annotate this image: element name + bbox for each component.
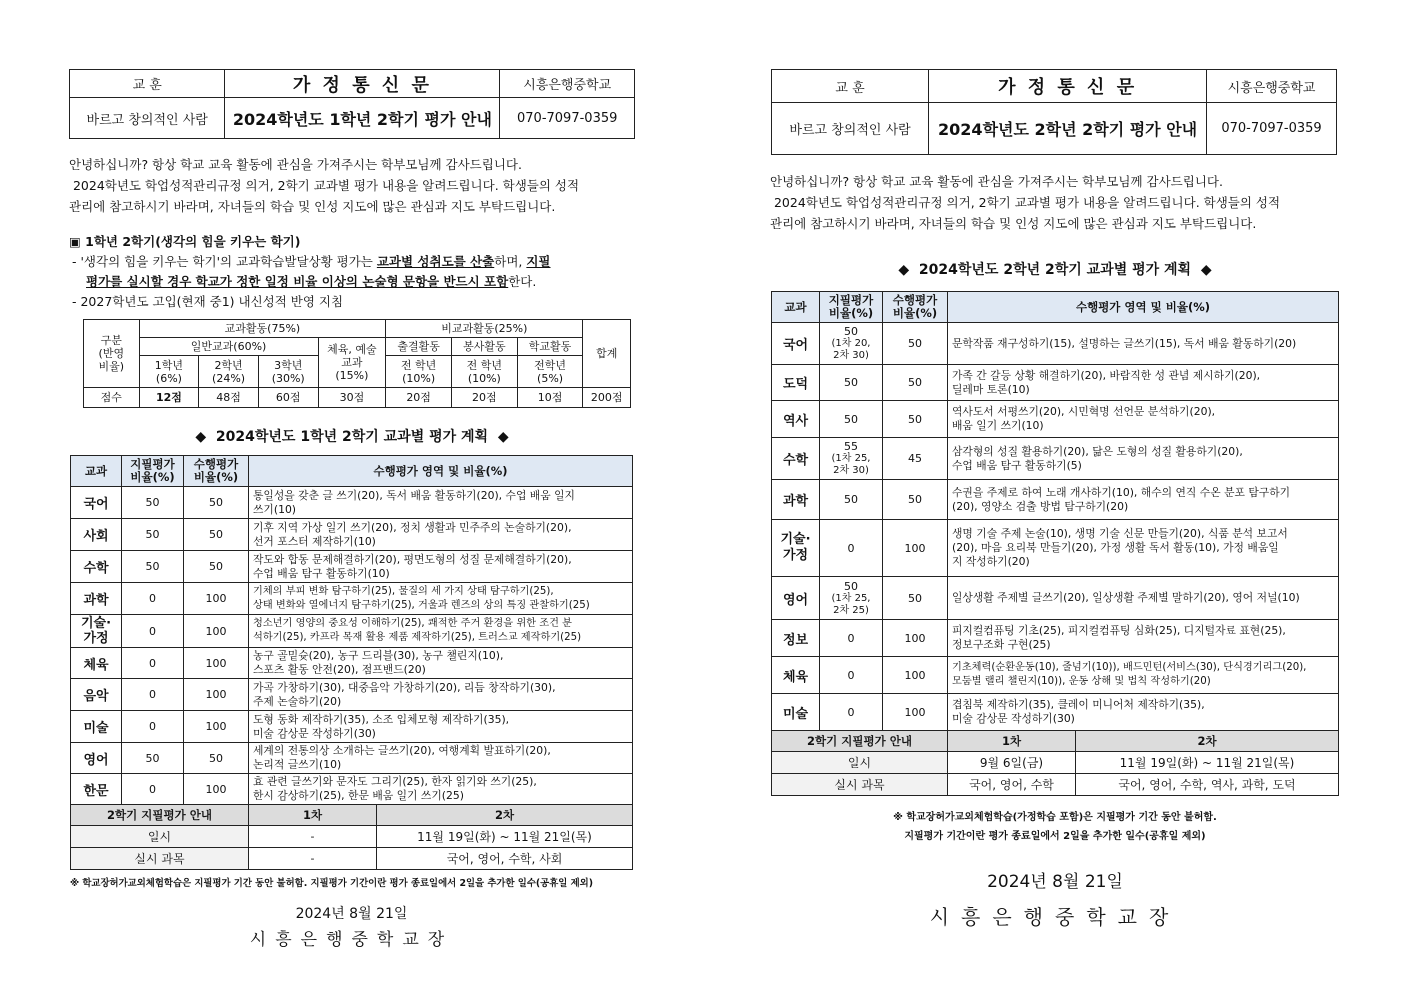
performance-ratio: 100 [883,520,948,577]
col-description: 수행평가 영역 및 비율(%) [948,292,1339,323]
written-ratio: 0 [122,679,184,711]
right-principal: 시흥은행중학교장 [929,905,1181,929]
score-value: 12점 [139,388,199,408]
bullet-text: - '생각의 힘을 키우는 학기'의 교과학습발달상황 평가는 [72,254,377,269]
description-cell [948,480,1339,520]
desc-line: 모둠별 랠리 챌린지(10)), 운동 상해 및 법칙 작성하기(20) [952,676,1211,687]
gubun-label: 비율) [98,360,125,373]
description-cell [249,774,633,805]
grade-label: (24%) [212,371,246,385]
bullet-emphasis: 평가를 실시할 경우 학교가 정한 일정 비율 이상의 논술형 문항을 반드시 포함 [86,274,509,289]
school-act-all [517,356,583,388]
subject-cell: 한문 [71,774,122,805]
col-label: 비율(%) [193,470,239,484]
score-value: 30점 [318,388,386,408]
motto-label: 교 훈 [772,70,929,103]
table-row [772,520,1339,577]
desc-line: 생명 기술 주제 논술(10), 생명 기술 신문 만들기(20), 식품 분석 보고서 [952,527,1288,540]
bullet-1 [72,252,640,272]
newsletter-subtitle: 2024학년도 1학년 2학기 평가 안내 [225,98,500,139]
col-written [820,292,883,323]
desc-line: 일상생활 주제별 글쓰기(20), 일상생활 주제별 말하기(20), 영어 저널(10) [952,591,1300,604]
exam-subjects-1: 국어, 영어, 수학 [948,774,1076,796]
subject-cell: 역사 [772,401,820,438]
desc-line: 겹침북 제작하기(35), 클레이 미니어처 제작하기(35), [952,698,1205,711]
subject-cell: 수학 [71,551,122,583]
subject-cell: 국어 [71,487,122,519]
written-ratio [820,577,883,620]
desc-line: 배움 일기 쓰기(10) [952,419,1044,432]
col-label: 비율(%) [828,306,874,320]
subject-cell: 체육 [71,648,122,679]
desc-line: 스포츠 활동 안전(20), 점프밴드(20) [253,663,426,676]
ratio-value: 50 [844,325,858,338]
desc-line: 작도와 합동 문제해결하기(20), 평면도형의 성질 문제해결하기(20), [253,552,572,566]
col-description: 수행평가 영역 및 비율(%) [249,456,633,487]
desc-line: 수업 배움 탐구 활동하기(10) [253,566,390,580]
performance-ratio: 50 [883,480,948,520]
written-ratio: 50 [820,365,883,401]
school-act-header: 학교활동 [517,338,583,356]
bullet-text: 한다. [508,274,537,289]
desc-line: 미술 감상문 작성하기(30) [253,726,376,740]
description-cell [249,615,633,648]
arts-label: (15%) [335,369,369,382]
attend-header: 출결활동 [386,338,452,356]
table-row [71,711,633,743]
exam-subject-label: 실시 과목 [71,848,249,870]
description-cell [249,519,633,551]
desc-line: 통일성을 갖춘 글 쓰기(20), 독서 배움 활동하기(20), 수업 배움 일지 [253,488,575,502]
description-cell [948,520,1339,577]
bullet-emphasis: 교과별 성취도를 산출 [376,254,495,269]
subject-cell: 영어 [772,577,820,620]
performance-ratio: 50 [883,323,948,365]
performance-ratio: 100 [184,583,249,615]
bullet-1-cont [72,272,640,292]
exam-subjects-2: 국어, 영어, 수학, 사회 [377,848,633,870]
subject-cell: 영어 [71,743,122,774]
written-ratio: 0 [122,648,184,679]
desc-line: 가족 간 갈등 상황 해결하기(20), 바람직한 성 관념 제시하기(20), [952,368,1261,382]
left-plan-table [70,455,633,870]
desc-line: 미술 감상문 작성하기(30) [952,712,1075,725]
right-intro [770,171,1340,234]
right-date: 2024년 8월 21일 [987,872,1123,892]
description-cell [948,694,1339,731]
exam-header-row [772,731,1339,752]
col-performance [883,292,948,323]
grade-label: (30%) [271,371,305,385]
exam-date-2: 11월 19일(화) ~ 11월 21일(목) [377,826,633,848]
desc-line: 피지컬컴퓨팅 기초(25), 피지컬컴퓨팅 심화(25), 디지털자료 표현(25), [952,624,1286,637]
table-row [71,519,633,551]
description-cell [249,679,633,711]
exam-head: 2학기 지필평가 안내 [772,731,948,752]
grade-label: 3학년 [274,358,303,372]
performance-ratio: 100 [883,694,948,731]
newsletter-title: 가 정 통 신 문 [225,70,500,98]
intro-line: 안녕하십니까? 항상 학교 교육 활동에 관심을 가져주시는 학부모님께 감사드립니다. [69,157,522,172]
grade-label: 전 학년 [466,358,503,372]
desc-line: 도형 동화 제작하기(35), 소조 입체모형 제작하기(35), [253,712,510,726]
col-subject: 교과 [71,456,122,487]
desc-line: 수권을 주제로 하여 노래 개사하기(10), 해수의 연직 수온 분포 탐구하기 [952,485,1291,499]
written-ratio: 0 [122,774,184,805]
description-cell [249,711,633,743]
grade-label: 1학년 [154,358,184,372]
intro-line: 안녕하십니까? 항상 학교 교육 활동에 관심을 가져주시는 학부모님께 감사드립니다. [770,174,1223,189]
written-ratio: 0 [820,694,883,731]
subject-label: 기술· [780,532,811,547]
performance-ratio: 100 [184,774,249,805]
desc-line: 기후 지역 가상 일기 쓰기(20), 정치 생활과 민주주의 논술하기(20), [253,520,572,534]
school-name: 시흥은행중학교 [500,70,635,98]
table-row [71,583,633,615]
table-row [772,401,1339,438]
exam-date-row [71,826,633,848]
desc-line: 선거 포스터 제작하기(10) [253,534,376,548]
exam-date-row [772,752,1339,774]
exam-subject-row [772,774,1339,796]
desc-line: 상태 변화와 열에너지 탐구하기(25), 거울과 렌즈의 상의 특징 관찰하기(25) [253,599,590,611]
desc-line: 가곡 가창하기(30), 대중음악 가창하기(20), 리듬 창작하기(30), [253,680,556,694]
policy-bullets [72,252,640,312]
desc-line: 기체의 부피 변화 탐구하기(25), 물질의 세 가지 상태 탐구하기(25), [253,585,554,597]
table-row [71,615,633,648]
score-row-label: 점수 [84,388,140,408]
desc-line: 효 관련 글쓰기와 문자도 그리기(25), 한자 읽기와 쓰기(25), [253,775,537,788]
exam-date-1: - [249,826,377,848]
col-label: 지필평가 [828,293,874,307]
grade3-header [258,356,318,388]
description-cell [948,438,1339,480]
subject-cell: 체육 [772,657,820,694]
score-value: 200점 [583,388,631,408]
table-row [71,648,633,679]
col-label: 지필평가 [130,457,175,471]
left-page [0,0,700,992]
desc-line: 기초체력(순환운동(10), 줄넘기(10)), 배드민턴(서비스(30), 단식경기리그(20), [952,662,1307,673]
arts-header [318,338,386,388]
grade-label: (5%) [537,371,564,385]
performance-ratio: 50 [184,487,249,519]
grade-label: (10%) [402,371,436,385]
grade2-header [199,356,259,388]
description-cell [249,551,633,583]
exam-subjects-2: 국어, 영어, 수학, 역사, 과학, 도덕 [1076,774,1339,796]
right-note-1: ※ 학교장허가교외체험학습(가정학습 포함)은 지필평가 기간 동안 불허함. [893,812,1217,823]
intro-line: 관리에 참고하시기 바라며, 자녀들의 학습 및 인성 지도에 많은 관심과 지도 부탁드립니다. [69,199,556,214]
subject-cell [772,520,820,577]
written-ratio: 50 [122,519,184,551]
table-row [772,577,1339,620]
written-ratio: 50 [122,487,184,519]
col-label: 수행평가 [193,457,239,471]
right-note-2: 지필평가 기간이란 평가 종료일에서 2일을 추가한 일수(공휴일 제외) [904,831,1206,842]
noncurricular-header: 비교과활동(25%) [386,320,583,338]
total-header: 합계 [583,320,631,388]
description-cell [249,743,633,774]
col-label: 비율(%) [130,470,175,484]
desc-line: 수업 배움 탐구 활동하기(5) [952,458,1082,472]
phone-number: 070-7097-0359 [500,98,635,139]
desc-line: 문학작품 재구성하기(15), 설명하는 글쓰기(15), 독서 배움 활동하기(20) [952,336,1297,350]
left-date: 2024년 8월 21일 [295,906,408,922]
intro-line: 2024학년도 학업성적관리규정 의거, 2학기 교과별 평가 내용을 알려드립니다. 학생들의 성적 [69,178,580,193]
written-ratio: 0 [820,520,883,577]
desc-line: 정보구조화 구현(25) [952,638,1051,651]
bullet-text: 하며, [494,254,527,269]
desc-line: 지 작성하기(20) [952,555,1030,568]
exam-date-2: 11월 19일(화) ~ 11월 21일(목) [1076,752,1339,774]
desc-line: 농구 골밑슛(20), 농구 드리블(30), 농구 챌린지(10), [253,649,504,662]
desc-line: 쓰기(10) [253,502,297,516]
subject-cell: 국어 [772,323,820,365]
score-value: 10점 [517,388,583,408]
table-row [772,480,1339,520]
description-cell [249,648,633,679]
ratio-detail: 2차 25) [833,604,869,616]
newsletter-subtitle: 2024학년도 2학년 2학기 평가 안내 [929,103,1207,155]
description-cell [948,657,1339,694]
description-cell [249,487,633,519]
performance-ratio: 100 [883,657,948,694]
table-row [772,365,1339,401]
desc-line: 논리적 글쓰기(10) [253,758,342,771]
col-label: 수행평가 [892,293,938,307]
description-cell [948,365,1339,401]
exam-subject-row [71,848,633,870]
table-row [772,323,1339,365]
performance-ratio: 100 [184,615,249,648]
right-plan-title: ◆ 2024학년도 2학년 2학기 교과별 평가 계획 ◆ [898,262,1212,278]
exam-date-label: 일시 [772,752,948,774]
ratio-detail: 2차 30) [833,350,869,361]
volunteer-header: 봉사활동 [451,338,517,356]
ratio-value: 55 [844,440,858,453]
attend-all [386,356,452,388]
description-cell [948,323,1339,365]
subject-cell: 미술 [772,694,820,731]
subject-cell [71,615,122,648]
table-row [772,438,1339,480]
right-page [700,0,1403,992]
bullet-2: - 2027학년도 고입(현재 중1) 내신성적 반영 지침 [72,294,344,309]
right-plan-table [771,291,1339,796]
performance-ratio: 50 [883,365,948,401]
ratio-detail: 2차 30) [833,465,869,476]
score-value: 60점 [258,388,318,408]
written-ratio: 0 [122,583,184,615]
desc-line: 석하기(25), 카프라 목재 활용 제품 제작하기(25), 트러스교 제작하기(25) [253,632,582,643]
arts-label: 체육, 예술 [327,343,377,356]
right-header-table [771,69,1337,155]
table-row [71,743,633,774]
written-ratio: 0 [122,615,184,648]
subject-cell: 수학 [772,438,820,480]
subject-cell: 미술 [71,711,122,743]
grade-label: 2학년 [214,358,243,372]
written-ratio: 0 [820,657,883,694]
score-value: 20점 [451,388,517,408]
subject-label: 기술· [80,616,112,631]
ratio-detail: (1차 25, [831,453,871,464]
left-intro [69,154,639,217]
intro-line: 2024학년도 학업성적관리규정 의거, 2학기 교과별 평가 내용을 알려드립니다. 학생들의 성적 [770,195,1281,210]
performance-ratio: 100 [184,711,249,743]
exam-header-row [71,805,633,826]
grade1-header [139,356,199,388]
grade-label: 전 학년 [400,358,437,372]
left-header-table [69,69,635,139]
col-performance [184,456,249,487]
performance-ratio: 50 [184,519,249,551]
performance-ratio: 45 [883,438,948,480]
left-plan-title: ◆ 2024학년도 1학년 2학기 교과별 평가 계획 ◆ [195,429,509,445]
curricular-header: 교과활동(75%) [139,320,386,338]
ratio-value: 50 [844,579,858,593]
score-value: 20점 [386,388,452,408]
table-row [71,487,633,519]
ratio-detail: (1차 20, [831,338,871,349]
exam-date-1: 9월 6일(금) [948,752,1076,774]
left-principal: 시흥은행중학교장 [249,930,454,950]
exam-date-label: 일시 [71,826,249,848]
performance-ratio: 50 [184,743,249,774]
subject-cell: 정보 [772,620,820,657]
performance-ratio: 100 [883,620,948,657]
desc-line: 딜레마 토론(10) [952,382,1030,396]
written-ratio: 50 [820,480,883,520]
written-ratio: 50 [122,551,184,583]
exam-subjects-1: - [249,848,377,870]
newsletter-title: 가 정 통 신 문 [929,70,1207,103]
written-ratio: 50 [820,401,883,438]
col-written [122,456,184,487]
grade-label: (6%) [155,371,182,385]
grade-label: 전학년 [534,358,566,372]
table-row [71,679,633,711]
desc-line: 역사도서 서평쓰기(20), 시민혁명 선언문 분석하기(20), [952,405,1216,418]
gubun-label: 구분 [100,334,122,347]
exam-col-2: 2차 [377,805,633,826]
performance-ratio: 100 [184,679,249,711]
written-ratio [820,323,883,365]
intro-line: 관리에 참고하시기 바라며, 자녀들의 학습 및 인성 지도에 많은 관심과 지도 부탁드립니다. [770,216,1257,231]
description-cell [948,577,1339,620]
left-note: ※ 학교장허가교외체험학습은 지필평가 기간 동안 불허함. 지필평가 기간이란 평가 종료일에서 2일을 추가한 일수(공휴일 제외) [70,878,594,889]
description-cell [249,583,633,615]
written-ratio [820,438,883,480]
school-name: 시흥은행중학교 [1207,70,1337,103]
ratio-detail: (1차 25, [831,592,871,604]
motto-text: 바르고 창의적인 사람 [70,98,225,139]
written-ratio: 50 [122,743,184,774]
gubun-label: (반영 [98,347,125,360]
subject-label: 가정 [782,548,809,563]
col-subject: 교과 [772,292,820,323]
subject-label: 가정 [83,631,109,646]
performance-ratio: 50 [883,401,948,438]
exam-subject-label: 실시 과목 [772,774,948,796]
exam-head: 2학기 지필평가 안내 [71,805,249,826]
performance-ratio: 100 [184,648,249,679]
desc-line: 한시 감상하기(25), 한문 배움 일기 쓰기(25) [253,789,464,802]
gubun-cell [84,320,140,388]
motto-text: 바르고 창의적인 사람 [772,103,929,155]
subject-cell: 사회 [71,519,122,551]
arts-label: 교과 [341,356,363,369]
subject-cell: 과학 [71,583,122,615]
written-ratio: 0 [820,620,883,657]
table-row [71,551,633,583]
desc-line: 세계의 전통의상 소개하는 글쓰기(20), 여행계획 발표하기(20), [253,744,551,757]
phone-number: 070-7097-0359 [1207,103,1337,155]
table-row [772,620,1339,657]
section-title: ▣ 1학년 2학기(생각의 힘을 키우는 학기) [69,234,301,249]
desc-line: 청소년기 영양의 중요성 이해하기(25), 쾌적한 주거 환경을 위한 조건 분 [253,618,573,629]
exam-col-2: 2차 [1076,731,1339,752]
table-row [772,694,1339,731]
description-cell [948,620,1339,657]
volunteer-all [451,356,517,388]
subject-cell: 과학 [772,480,820,520]
desc-line: (20), 영양소 검출 방법 탐구하기(20) [952,499,1129,513]
exam-col-1: 1차 [249,805,377,826]
motto-label: 교 훈 [70,70,225,98]
exam-col-1: 1차 [948,731,1076,752]
score-table [83,319,631,408]
col-label: 비율(%) [892,306,938,320]
desc-line: 주제 논술하기(20) [253,694,342,708]
score-value: 48점 [199,388,259,408]
table-row [772,657,1339,694]
performance-ratio: 50 [883,577,948,620]
description-cell [948,401,1339,438]
performance-ratio: 50 [184,551,249,583]
bullet-emphasis: 지필 [526,254,551,269]
table-row [71,774,633,805]
subject-cell: 음악 [71,679,122,711]
written-ratio: 0 [122,711,184,743]
subject-cell: 도덕 [772,365,820,401]
desc-line: (20), 마음 요리북 만들기(20), 가정 생활 독서 활동(10), 가정 배움일 [952,541,1279,554]
general-header: 일반교과(60%) [139,338,318,356]
desc-line: 삼각형의 성질 활용하기(20), 닮은 도형의 성질 활용하기(20), [952,444,1243,458]
grade-label: (10%) [467,371,501,385]
